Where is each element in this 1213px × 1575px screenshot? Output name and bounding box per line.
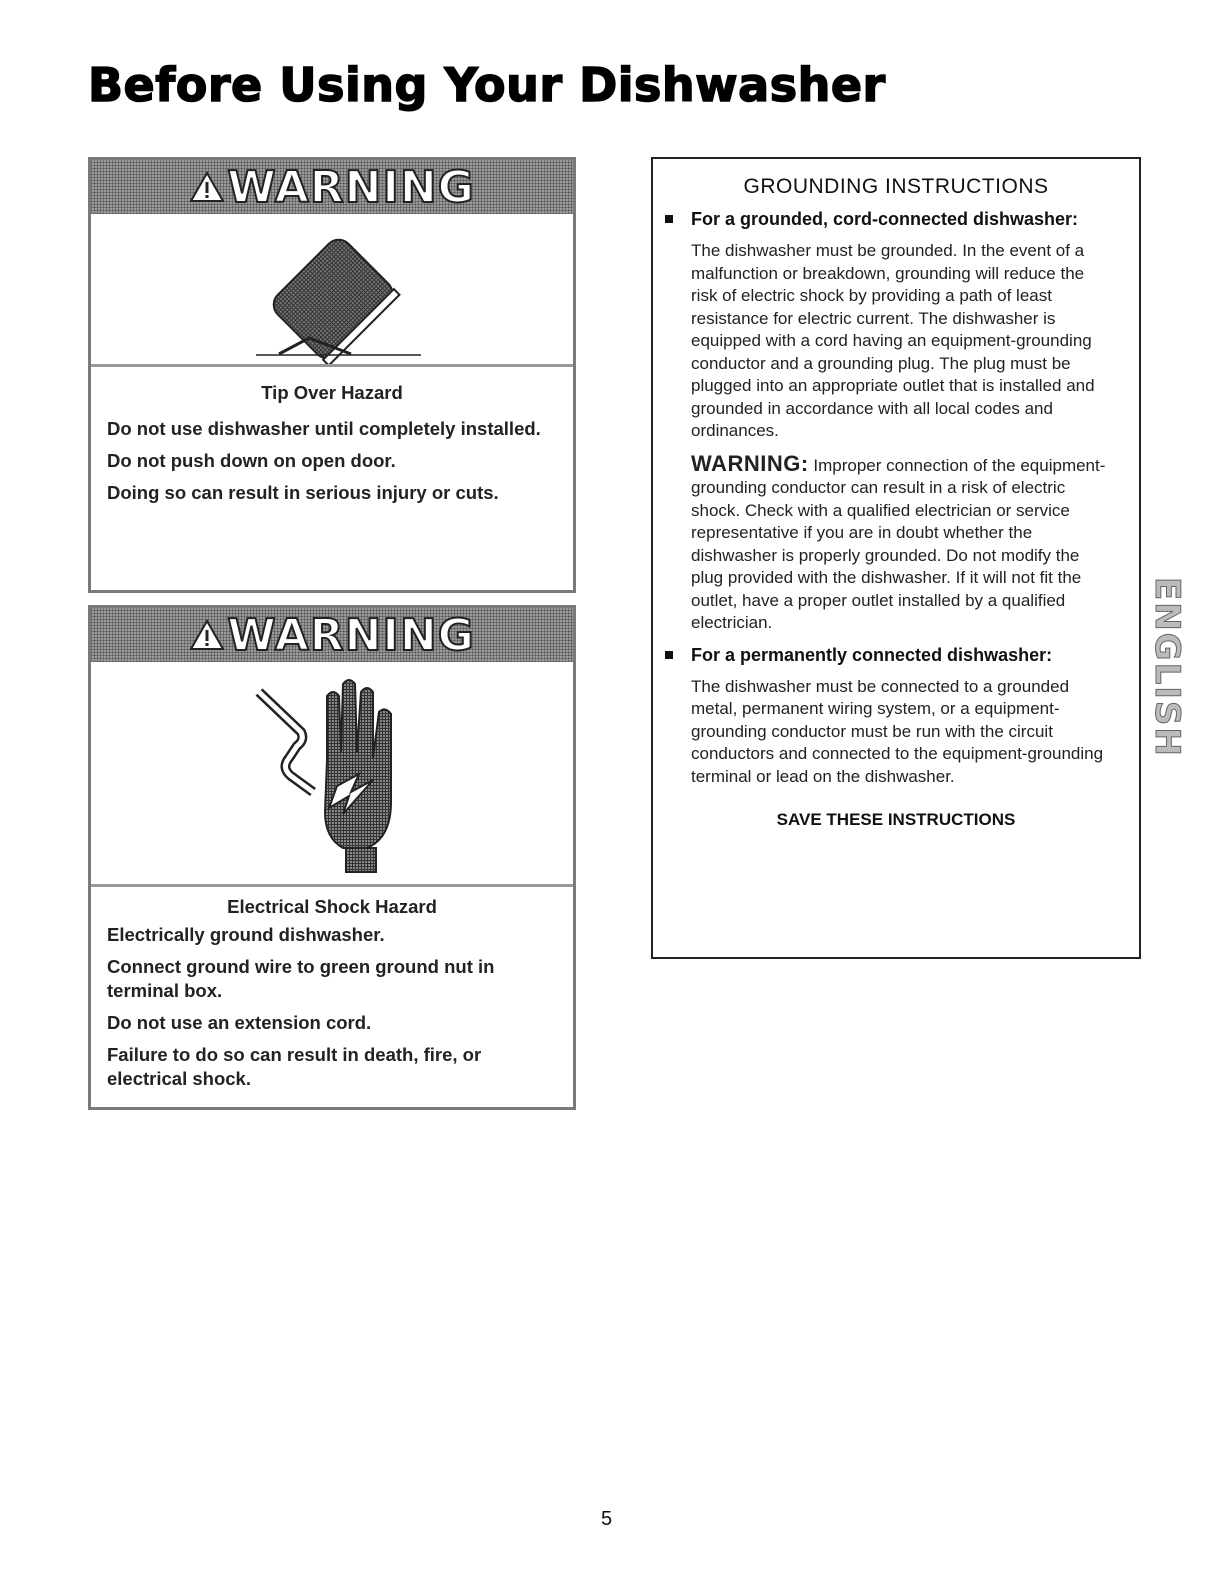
warning-triangle-icon <box>189 171 225 203</box>
warning-header <box>91 160 573 214</box>
hand-shock-icon <box>91 662 573 884</box>
warning-line: Failure to do so can result in death, fire, or electrical shock. <box>107 1044 482 1089</box>
tipping-dishwasher-icon <box>91 214 573 364</box>
cord-connected-heading: For a grounded, cord-connected dishwasher: <box>653 209 1139 230</box>
warning-line: Doing so can result in serious injury or cuts. <box>107 482 499 503</box>
grounding-warning-label: WARNING: <box>691 450 809 476</box>
warning-line: Connect ground wire to green ground nut in terminal box. <box>107 956 495 1001</box>
warning-word: WARNING <box>227 161 475 213</box>
permanent-connection-text: The dishwasher must be connected to a grounded metal, permanent wiring system, or a equipment-grounding conductor must be run with the circuit conductors and connected to the equipment-grounding terminal or lead on the dishwasher. <box>691 676 1104 786</box>
warning-header <box>91 608 573 662</box>
permanent-connection-heading: For a permanently connected dishwasher: <box>653 645 1139 666</box>
electrical-shock-warning-box <box>88 605 576 1110</box>
warning-line: Do not use an extension cord. <box>107 1012 372 1033</box>
language-side-tab <box>1147 562 1187 772</box>
cord-connected-text: The dishwasher must be grounded. In the event of a malfunction or breakdown, grounding will reduce the risk of electric shock by providing a path of least resistance for electric current. The dishwasher is equipped with a cord having an equipment-grounding conductor and a grounding plug. The plug must be plugged into an appropriate outlet that is installed and grounded in accordance with all local codes and ordinances. <box>691 241 1095 440</box>
grounding-warning-text: Improper connection of the equipment-grounding conductor can result in a risk of electric shock. Check with a qualified electrician or service representative if you are in doubt whether the dishwasher is properly grounded. Do not modify the plug provided with the dishwasher. If it will not fit the outlet, have a proper outlet installed by a qualified electrician. <box>691 455 1106 632</box>
grounding-instructions-box <box>651 157 1141 959</box>
grounding-warning-paragraph <box>653 450 1139 635</box>
warning-line: Electrically ground dishwasher. <box>107 924 385 945</box>
tip-over-illustration <box>91 214 573 367</box>
tip-over-warning-box <box>88 157 576 593</box>
hazard-title: Tip Over Hazard <box>261 382 403 403</box>
electrical-shock-illustration <box>91 662 573 887</box>
language-label: ENGLISH <box>1147 576 1187 758</box>
grounding-title: GROUNDING INSTRUCTIONS <box>743 175 1049 198</box>
page-number: 5 <box>600 1508 613 1530</box>
warning-word: WARNING <box>227 609 475 661</box>
page-title: Before Using Your Dishwasher <box>88 58 886 112</box>
warning-line: Do not push down on open door. <box>107 450 396 471</box>
hazard-title: Electrical Shock Hazard <box>227 896 437 917</box>
warning-triangle-icon <box>189 619 225 651</box>
save-instructions: SAVE THESE INSTRUCTIONS <box>776 810 1016 829</box>
warning-line: Do not use dishwasher until completely installed. <box>107 418 541 439</box>
